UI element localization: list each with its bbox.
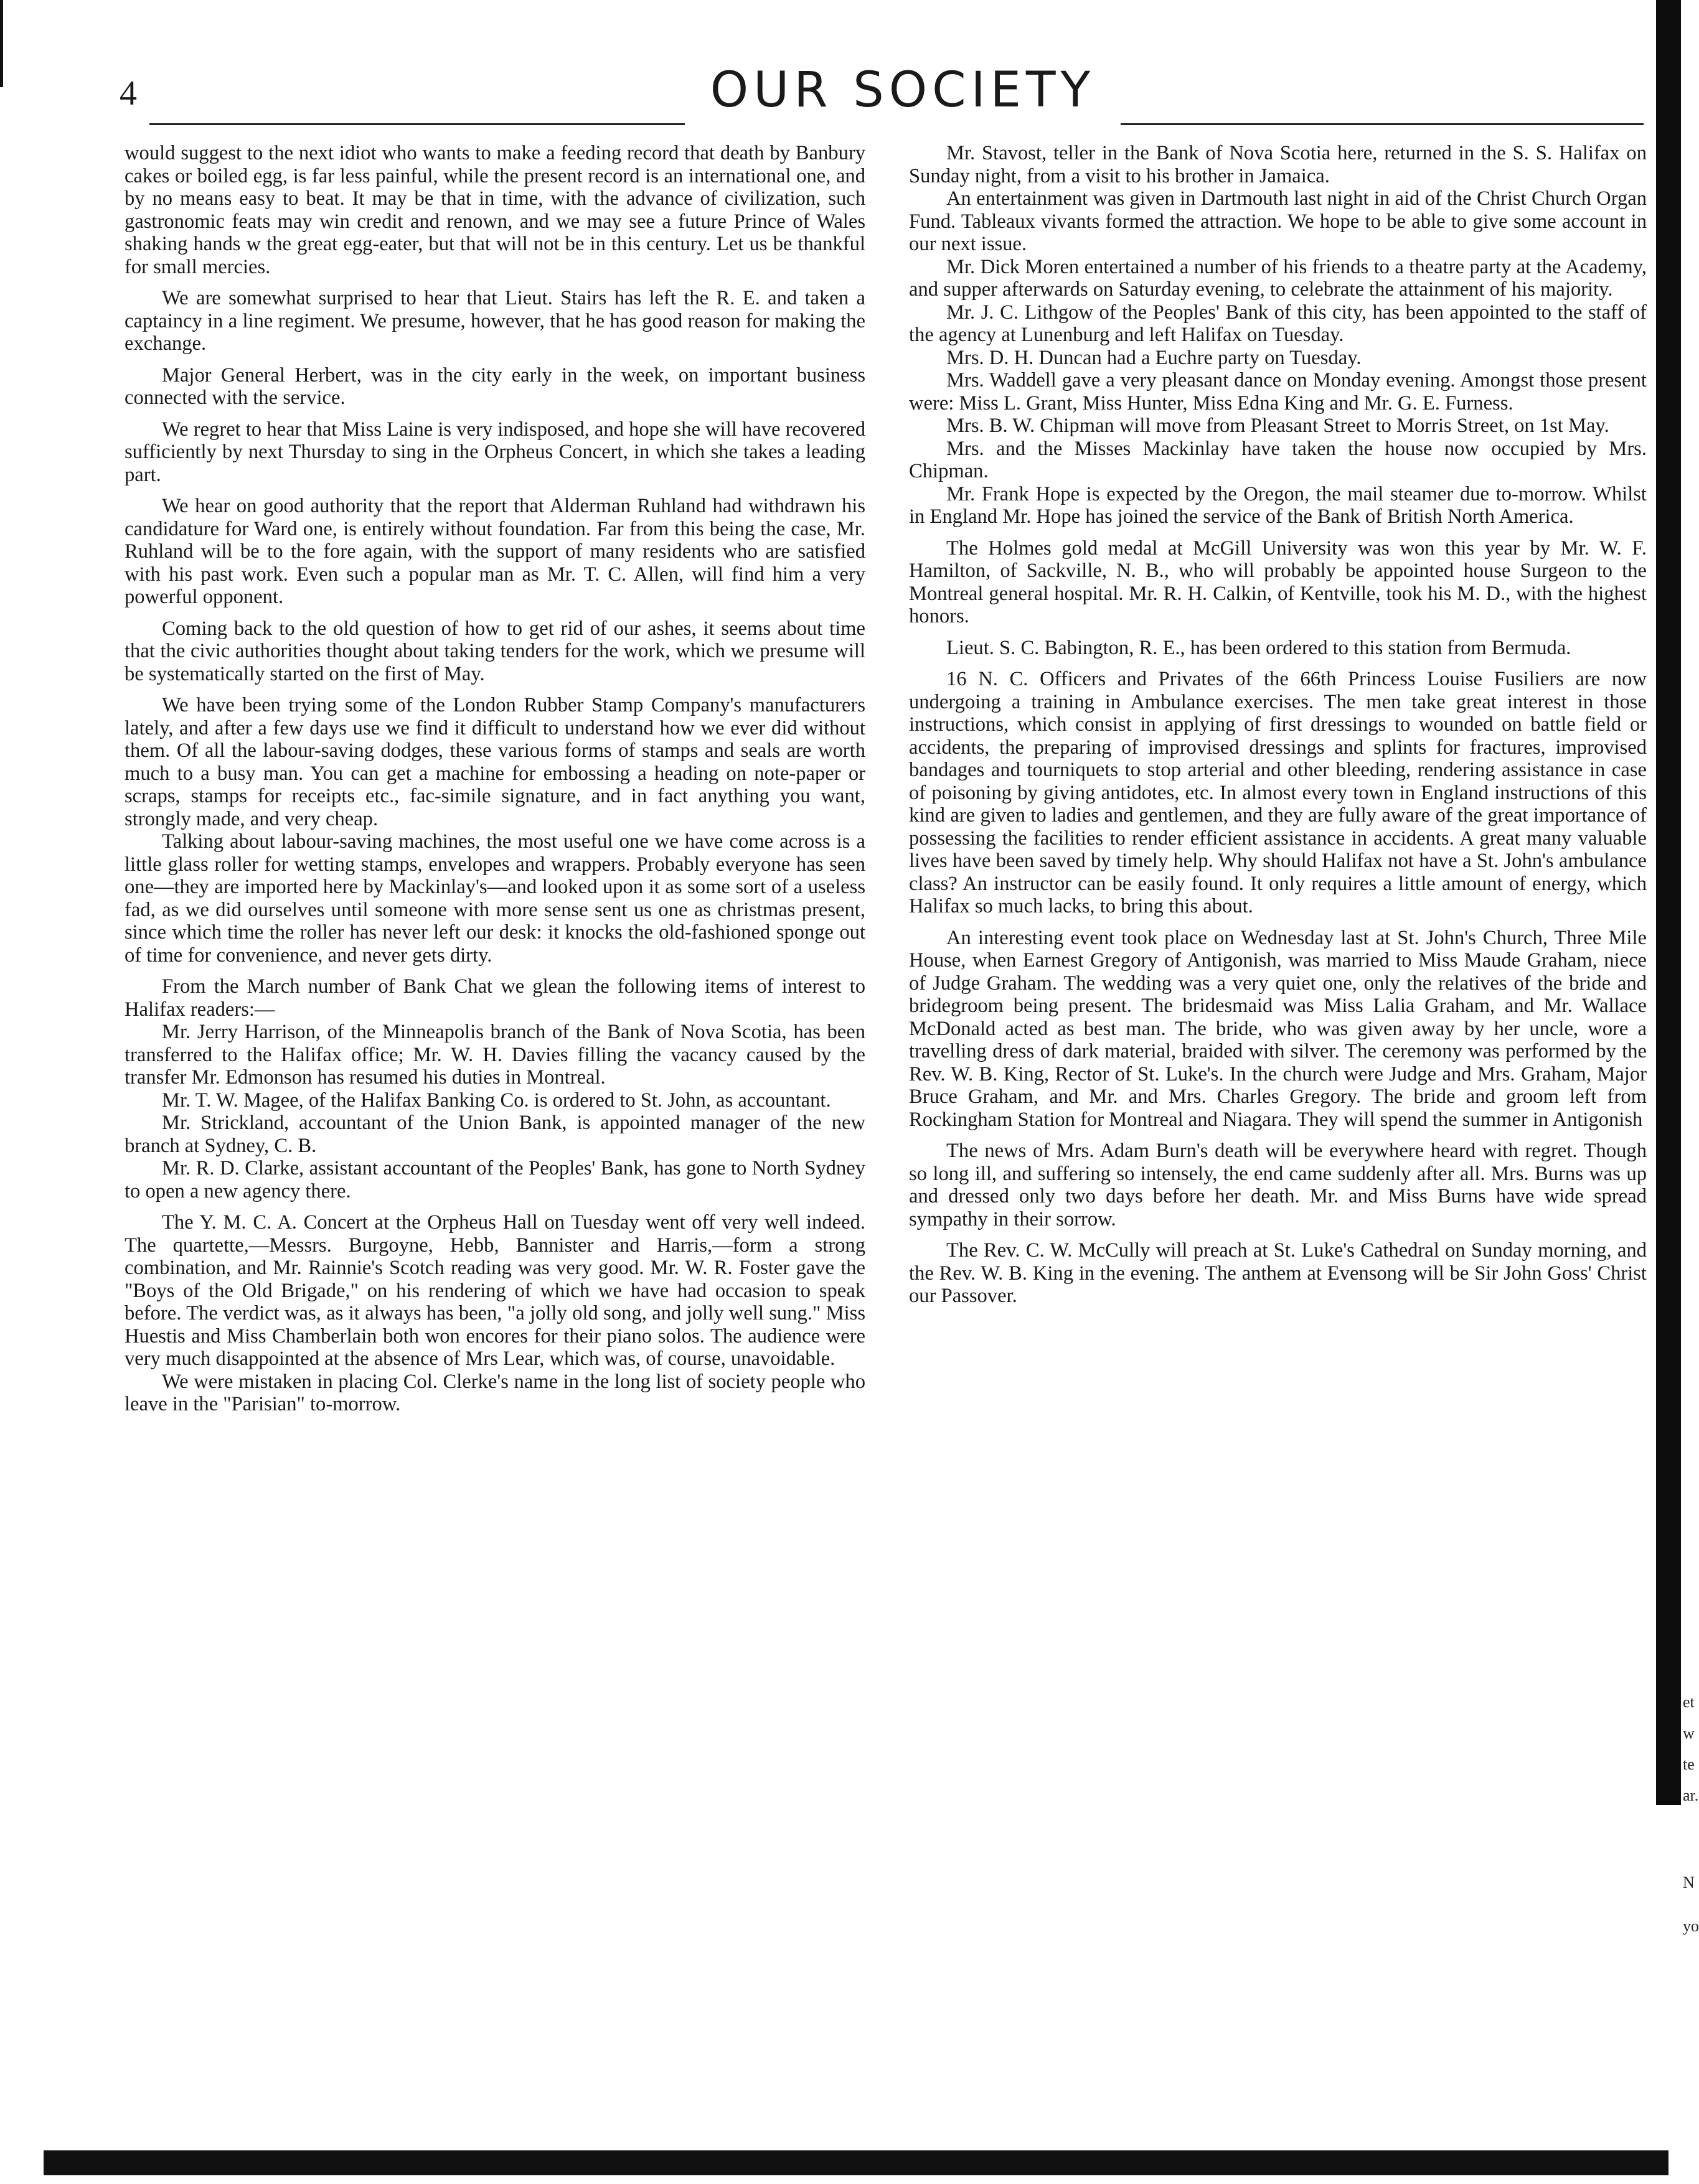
article-paragraph: Mr. Strickland, accountant of the Union Bank, is appointed manager of the new branch at Sydney, C. B. <box>125 1112 865 1157</box>
article-paragraph: Mr. Stavost, teller in the Bank of Nova Scotia here, returned in the S. S. Halifax on Sunday night, from a visit to his brother in Jamaica. <box>909 142 1647 187</box>
article-paragraph: The Rev. C. W. McCully will preach at St. Luke's Cathedral on Sunday morning, and the Rev. W. B. King in the evening. The anthem at Evensong will be Sir John Goss' Christ our Passover. <box>909 1239 1647 1307</box>
article-paragraph: Lieut. S. C. Babington, R. E., has been ordered to this station from Bermuda. <box>946 636 1571 659</box>
article-paragraph: The Holmes gold medal at McGill University was won this year by Mr. W. F. Hamilton, of Sackville, N. B., who will probably be appointed house Surgeon to the Montreal general hospital. Mr. R. H. Calkin, of Kentville, took his M. D., with the highest honors. <box>909 537 1647 627</box>
article-paragraph: Mrs. D. H. Duncan had a Euchre party on Tuesday. <box>946 346 1362 369</box>
edge-fragment: yo <box>1683 1917 1699 1935</box>
page-number: 4 <box>120 74 137 113</box>
article-paragraph: 16 N. C. Officers and Privates of the 66th Princess Louise Fusiliers are now undergoing a training in Ambulance exercises. The men take great interest in those instructions, which consist in applying of first dressings to wounded on battle field or accidents, the preparing of improvised dressings and splints for fractures, improvised bandages and tourniquets to stop arterial and other bleeding, rendering assistance in case of poisoning by giving antidotes, etc. In almost every town in England instructions of this kind are given to ladies and gentlemen, and they are fully aware of the great importance of possessing the facilities to render efficient assistance in accidents. A great many valuable lives have been saved by timely help. Why should Halifax not have a St. John's ambulance class? An instructor can be easily found. It only requires a little amount of energy, which Halifax so much lacks, to bring this about. <box>909 668 1647 917</box>
header-rule-left <box>149 123 685 125</box>
article-paragraph: Mr. T. W. Magee, of the Halifax Banking Co. is ordered to St. John, as accountant. <box>162 1089 831 1112</box>
article-paragraph: Mrs. and the Misses Mackinlay have taken the house now occupied by Mrs. Chipman. <box>909 437 1647 482</box>
article-paragraph: We were mistaken in placing Col. Clerke's name in the long list of society people who leave in the "Parisian" to-morrow. <box>125 1370 865 1415</box>
article-paragraph: An interesting event took place on Wednesday last at St. John's Church, Three Mile House, when Earnest Gregory of Antigonish, was married to Miss Maude Graham, niece of Judge Graham. The wedding was a very quiet one, only the relatives of the bride and bridegroom being present. The bridesmaid was Miss Lalia Graham, and Mr. Wallace McDonald acted as best man. The bride, who was given away by her uncle, wore a travelling dress of dark material, braided with silver. The ceremony was performed by the Rev. W. B. King, Rector of St. Luke's. In the church were Judge and Mrs. Graham, Major Bruce Graham, and Mr. and Mrs. Charles Gregory. The bride and groom left from Rockingham Station for Montreal and Niagara. They will spend the summer in Antigonish <box>909 926 1647 1131</box>
article-paragraph: An entertainment was given in Dartmouth last night in aid of the Christ Church Organ Fund. Tableaux vivants formed the attraction. We hope to be able to give some account in our next issue. <box>909 187 1647 255</box>
edge-fragment: N <box>1683 1873 1695 1891</box>
masthead-title: OUR SOCIETY <box>710 62 1096 118</box>
article-paragraph: We regret to hear that Miss Laine is very indisposed, and hope she will have recovered sufficiently by next Thursday to sing in the Orpheus Concert, in which she takes a leading part. <box>125 418 866 486</box>
edge-fragment: et <box>1683 1693 1695 1711</box>
bottom-scan-bar <box>44 2150 1668 2175</box>
article-paragraph: Coming back to the old question of how to get rid of our ashes, it seems about time that the civic authorities thought about taking tenders for the work, which we presume will be systematically started on the first of May. <box>125 617 865 685</box>
article-paragraph: Mrs. Waddell gave a very pleasant dance on Monday evening. Amongst those present were: Miss L. Grant, Miss Hunter, Miss Edna King and Mr. G. E. Furness. <box>909 369 1647 415</box>
left-column <box>125 142 865 1416</box>
article-paragraph: We are somewhat surprised to hear that Lieut. Stairs has left the R. E. and taken a captaincy in a line regiment. We presume, however, that he has good reason for making the exchange. <box>125 287 865 355</box>
article-paragraph: Mr. Jerry Harrison, of the Minneapolis branch of the Bank of Nova Scotia, has been transferred to the Halifax office; Mr. W. H. Davies filling the vacancy caused by the transfer Mr. Edmonson has resumed his duties in Montreal. <box>125 1021 865 1089</box>
right-column <box>909 142 1647 1308</box>
edge-fragment: te <box>1683 1755 1695 1773</box>
left-margin-rule <box>0 0 3 87</box>
edge-fragment: w <box>1683 1724 1695 1742</box>
article-paragraph: We have been trying some of the London Rubber Stamp Company's manufacturers lately, and after a few days use we find it difficult to understand how we ever did without them. Of all the labour-saving dodges, these various forms of stamps and seals are worth much to a busy man. You can get a machine for embossing a heading on note-paper or scraps, stamps for receipts etc., fac-simile signature, and in fact anything you want, strongly made, and very cheap. <box>125 694 865 830</box>
article-paragraph: Mrs. B. W. Chipman will move from Pleasant Street to Morris Street, on 1st May. <box>946 415 1609 437</box>
article-paragraph: Mr. Dick Moren entertained a number of his friends to a theatre party at the Academy, and supper afterwards on Saturday evening, to celebrate the attainment of his majority. <box>909 255 1647 301</box>
article-paragraph: Mr. R. D. Clarke, assistant accountant of the Peoples' Bank, has gone to North Sydney to open a new agency there. <box>125 1157 865 1202</box>
page-edge-shadow <box>1656 0 1681 1805</box>
article-paragraph: From the March number of Bank Chat we glean the following items of interest to Halifax readers:— <box>125 975 865 1021</box>
article-paragraph: would suggest to the next idiot who wants to make a feeding record that death by Banbury cakes or boiled egg, is far less painful, while the present record is an international one, and by no means easy to beat. It may be that in time, with the advance of civilization, such gastronomic feats may win credit and renown, and we may see a future Prince of Wales shaking hands w the great egg-eater, but that will not be in this century. Let us be thankful for small mercies. <box>125 142 865 278</box>
article-paragraph: The news of Mrs. Adam Burn's death will be everywhere heard with regret. Though so long ill, and suffering so intensely, the end came suddenly after all. Mrs. Burns was up and dressed only two days before her death. Mr. and Miss Burns have wide spread sympathy in their sorrow. <box>909 1140 1647 1230</box>
article-paragraph: Mr. Frank Hope is expected by the Oregon, the mail steamer due to-morrow. Whilst in England Mr. Hope has joined the service of the Bank of British North America. <box>909 482 1647 528</box>
edge-fragment: ar. <box>1683 1786 1699 1804</box>
article-paragraph: Mr. J. C. Lithgow of the Peoples' Bank of this city, has been appointed to the staff of the agency at Lunenburg and left Halifax on Tuesday. <box>909 301 1647 346</box>
article-paragraph: Talking about labour-saving machines, the most useful one we have come across is a little glass roller for wetting stamps, envelopes and wrappers. Probably everyone has seen one—they are imported here by Mackinlay's—and looked upon it as some sort of a useless fad, as we did ourselves until someone with more sense sent us one as christmas present, since which time the roller has never left our desk: it knocks the old-fashioned sponge out of time for convenience, and never gets dirty. <box>125 830 865 967</box>
article-paragraph: We hear on good authority that the report that Alderman Ruhland had withdrawn his candidature for Ward one, is entirely without foundation. Far from this being the case, Mr. Ruhland will be to the fore again, with the support of many residents who are satisfied with his past work. Even such a popular man as Mr. T. C. Allen, will find him a very powerful opponent. <box>125 495 865 608</box>
header-rule-right <box>1121 123 1644 125</box>
article-paragraph: The Y. M. C. A. Concert at the Orpheus Hall on Tuesday went off very well indeed. The quartette,—Messrs. Burgoyne, Hebb, Bannister and Harris,—form a strong combination, and Mr. Rainnie's Scotch reading was very good. Mr. W. R. Foster gave the "Boys of the Old Brigade," on his rendering of which we have had occasion to speak before. The verdict was, as it always has been, "a jolly old song, and jolly well sung." Miss Huestis and Miss Chamberlain both won encores for their piano solos. The audience were very much disappointed at the absence of Mrs Lear, which was, of course, unavoidable. <box>125 1211 865 1370</box>
article-paragraph: Major General Herbert, was in the city early in the week, on important business connected with the service. <box>125 363 865 409</box>
